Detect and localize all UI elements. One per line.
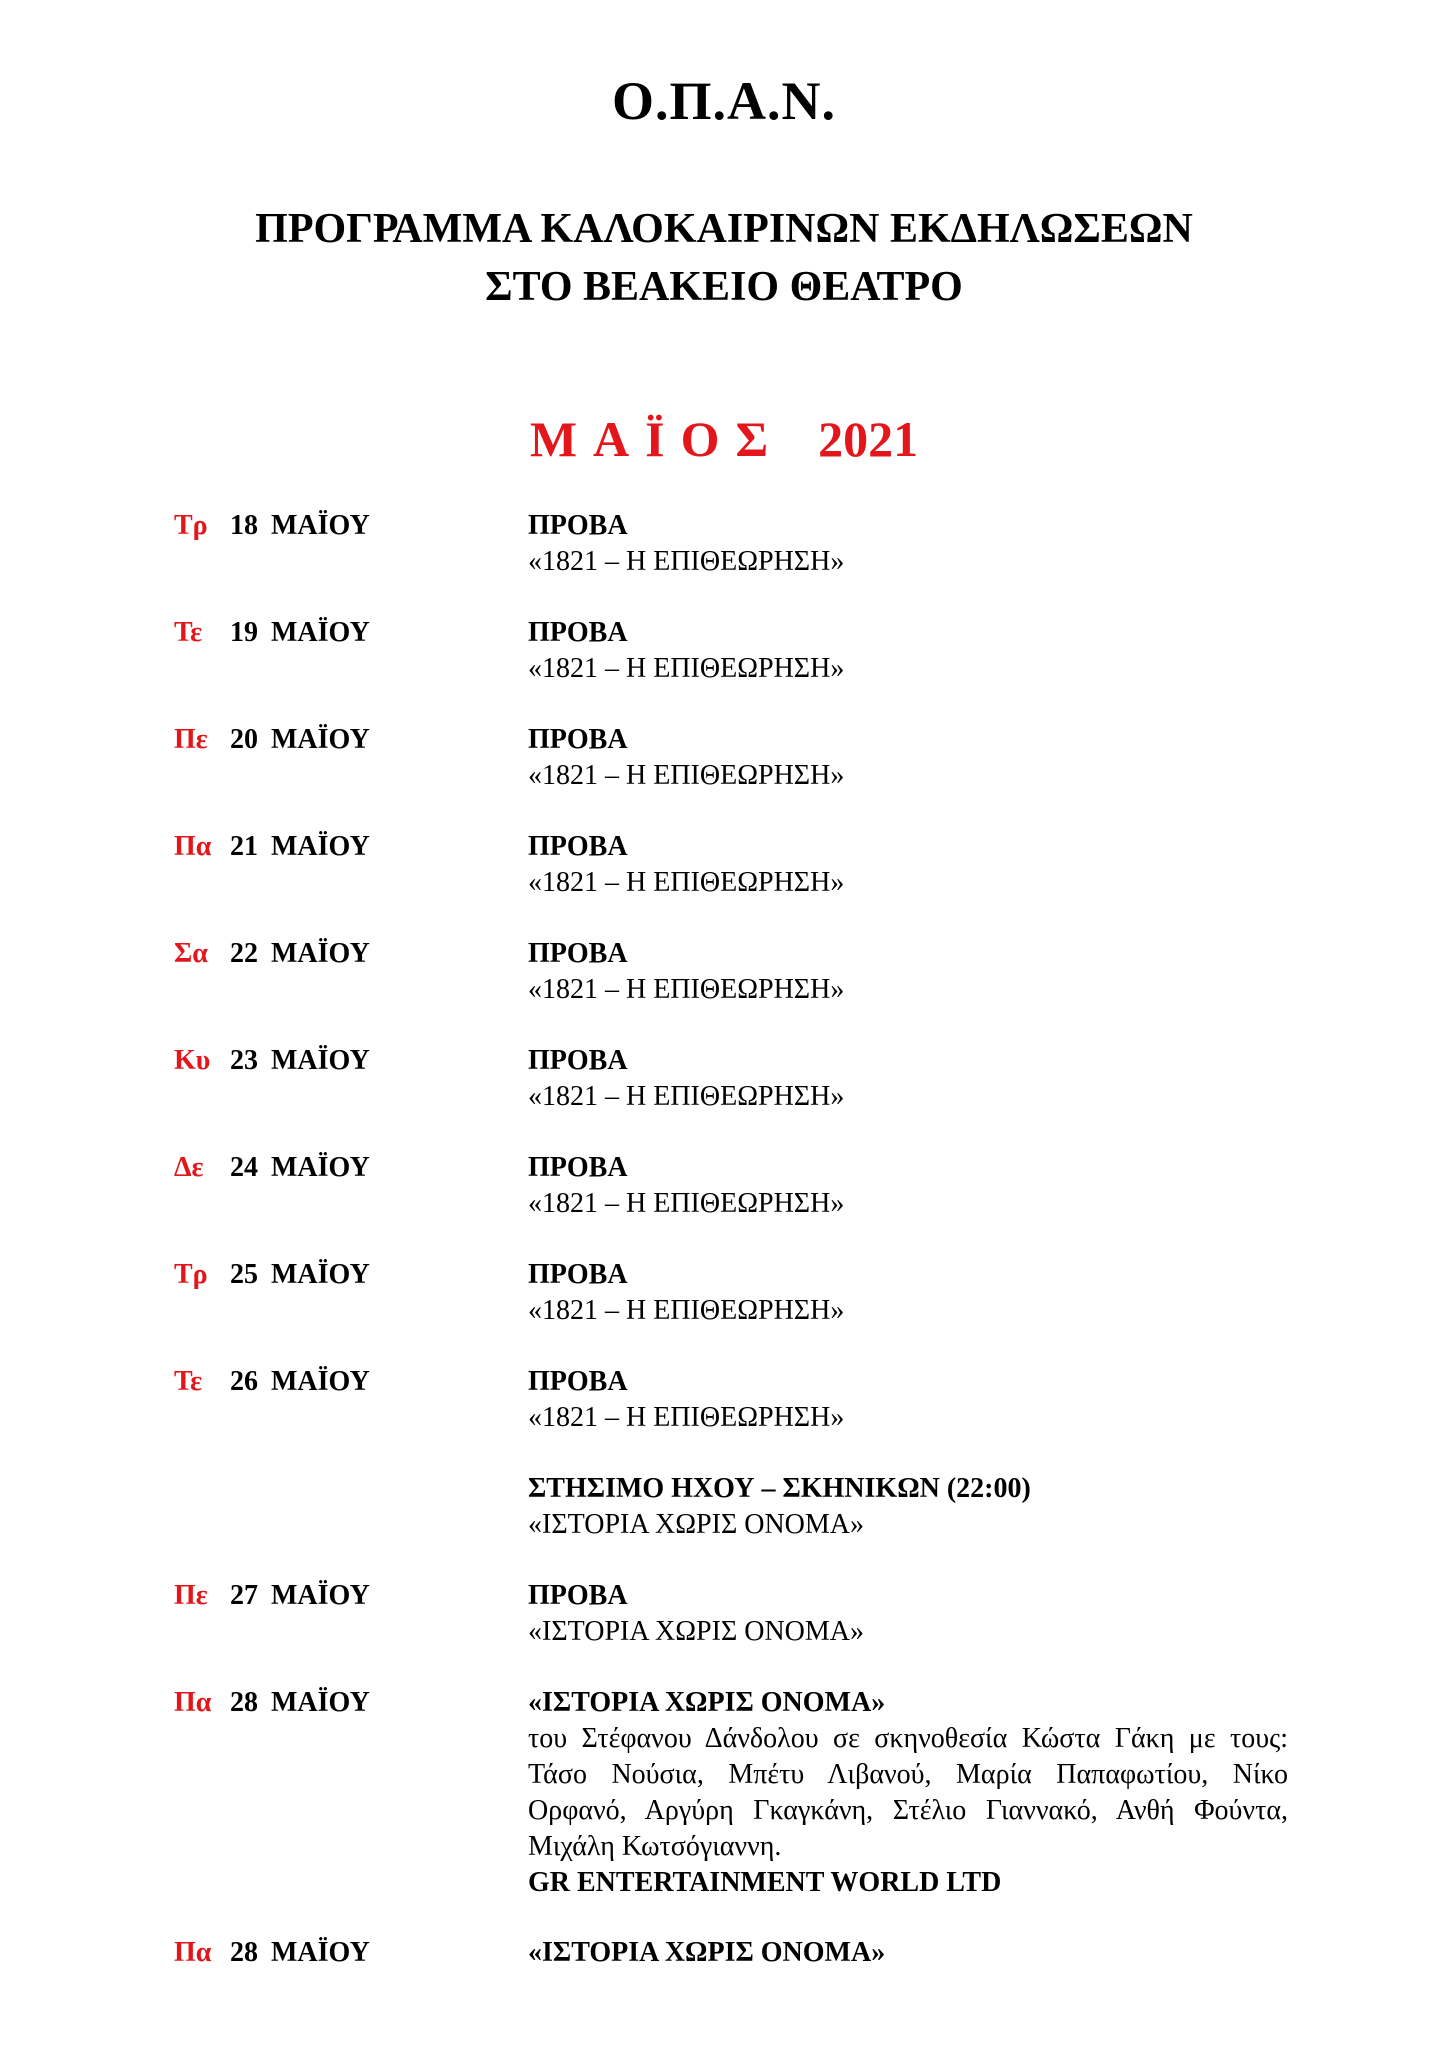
event-title: ΠΡΟΒΑ [528,1045,628,1076]
event-title: ΠΡΟΒΑ [528,1152,628,1183]
entry-event [528,1257,1288,1329]
event-subtitle: «1821 – Η ΕΠΙΘΕΩΡΗΣΗ» [528,1188,845,1219]
entry-date: 26 ΜΑΪΟΥ [230,1366,370,1397]
month-year: 2021 [818,411,919,467]
program-title [0,200,1448,316]
entry-date: 24 ΜΑΪΟΥ [230,1152,370,1183]
event-subtitle: «1821 – Η ΕΠΙΘΕΩΡΗΣΗ» [528,1402,845,1433]
entry-date: 21 ΜΑΪΟΥ [230,831,370,862]
entry-day: Κυ [174,1045,211,1076]
month-name: ΜΑΪΟΣ [529,411,785,467]
program-title-line-2: ΣΤΟ ΒΕΑΚΕΙΟ ΘΕΑΤΡΟ [485,264,963,310]
event-producer: GR ENTERTAINMENT WORLD LTD [528,1867,1002,1898]
entry-date: 25 ΜΑΪΟΥ [230,1259,370,1290]
program-title-line-1: ΠΡΟΓΡΑΜΜΑ ΚΑΛΟΚΑΙΡΙΝΩΝ ΕΚΔΗΛΩΣΕΩΝ [255,206,1193,252]
month-heading [0,410,1448,468]
entry-day: Δε [174,1152,204,1183]
entry-date: 27 ΜΑΪΟΥ [230,1580,370,1611]
entry-event [528,1471,1288,1543]
entry-date: 22 ΜΑΪΟΥ [230,938,370,969]
entry-day: Τε [174,1366,203,1397]
entry-day: Πα [174,831,212,862]
entry-event [528,829,1288,901]
entry-day: Πε [174,1580,208,1611]
event-title: ΠΡΟΒΑ [528,938,628,969]
entry-event [528,615,1288,687]
event-title: ΠΡΟΒΑ [528,831,628,862]
event-subtitle: «1821 – Η ΕΠΙΘΕΩΡΗΣΗ» [528,974,845,1005]
entry-date: 20 ΜΑΪΟΥ [230,724,370,755]
event-title: ΣΤΗΣΙΜΟ ΗΧΟΥ – ΣΚΗΝΙΚΩΝ (22:00) [528,1473,1031,1504]
entry-event [528,722,1288,794]
entry-day: Σα [174,938,208,969]
entry-day: Τε [174,617,203,648]
entry-event [528,1935,1288,1971]
event-title: ΠΡΟΒΑ [528,1259,628,1290]
entry-date: 28 ΜΑΪΟΥ [230,1937,370,1968]
event-title: ΠΡΟΒΑ [528,617,628,648]
event-title: ΠΡΟΒΑ [528,510,628,541]
entry-day: Τρ [174,510,208,541]
event-title: «ΙΣΤΟΡΙΑ ΧΩΡΙΣ ΟΝΟΜΑ» [528,1687,886,1718]
event-subtitle: «1821 – Η ΕΠΙΘΕΩΡΗΣΗ» [528,1081,845,1112]
entry-day: Πα [174,1687,212,1718]
entry-event [528,1150,1288,1222]
event-subtitle: «ΙΣΤΟΡΙΑ ΧΩΡΙΣ ΟΝΟΜΑ» [528,1509,865,1540]
event-subtitle: «1821 – Η ΕΠΙΘΕΩΡΗΣΗ» [528,867,845,898]
entry-event [528,936,1288,1008]
entry-date: 18 ΜΑΪΟΥ [230,510,370,541]
entry-date: 19 ΜΑΪΟΥ [230,617,370,648]
entry-event [528,508,1288,580]
entry-day: Πε [174,724,208,755]
event-title: ΠΡΟΒΑ [528,1366,628,1397]
entry-date: 23 ΜΑΪΟΥ [230,1045,370,1076]
entry-day: Τρ [174,1259,208,1290]
entry-date: 28 ΜΑΪΟΥ [230,1687,370,1718]
event-subtitle: «1821 – Η ΕΠΙΘΕΩΡΗΣΗ» [528,760,845,791]
event-title: ΠΡΟΒΑ [528,724,628,755]
event-description: του Στέφανου Δάνδολου σε σκηνοθεσία Κώστα Γάκη με τους: Τάσο Νούσια, Μπέτυ Λιβανού, Μαρία Παπαφωτίου, Νίκο Ορφανό, Αργύρη Γκαγκάνη, Στέλιο Γιαννακό, Ανθή Φούντα, Μιχάλη Κωτσόγιαννη. [528,1723,1288,1862]
event-subtitle: «1821 – Η ΕΠΙΘΕΩΡΗΣΗ» [528,653,845,684]
entry-day: Πα [174,1937,212,1968]
event-subtitle: «1821 – Η ΕΠΙΘΕΩΡΗΣΗ» [528,546,845,577]
entry-event [528,1364,1288,1436]
entry-event [528,1043,1288,1115]
event-subtitle: «ΙΣΤΟΡΙΑ ΧΩΡΙΣ ΟΝΟΜΑ» [528,1616,865,1647]
entry-event [528,1578,1288,1650]
event-title: «ΙΣΤΟΡΙΑ ΧΩΡΙΣ ΟΝΟΜΑ» [528,1937,886,1968]
event-title: ΠΡΟΒΑ [528,1580,628,1611]
entry-event [528,1685,1288,1901]
organization-title: Ο.Π.Α.Ν. [612,71,836,131]
event-subtitle: «1821 – Η ΕΠΙΘΕΩΡΗΣΗ» [528,1295,845,1326]
